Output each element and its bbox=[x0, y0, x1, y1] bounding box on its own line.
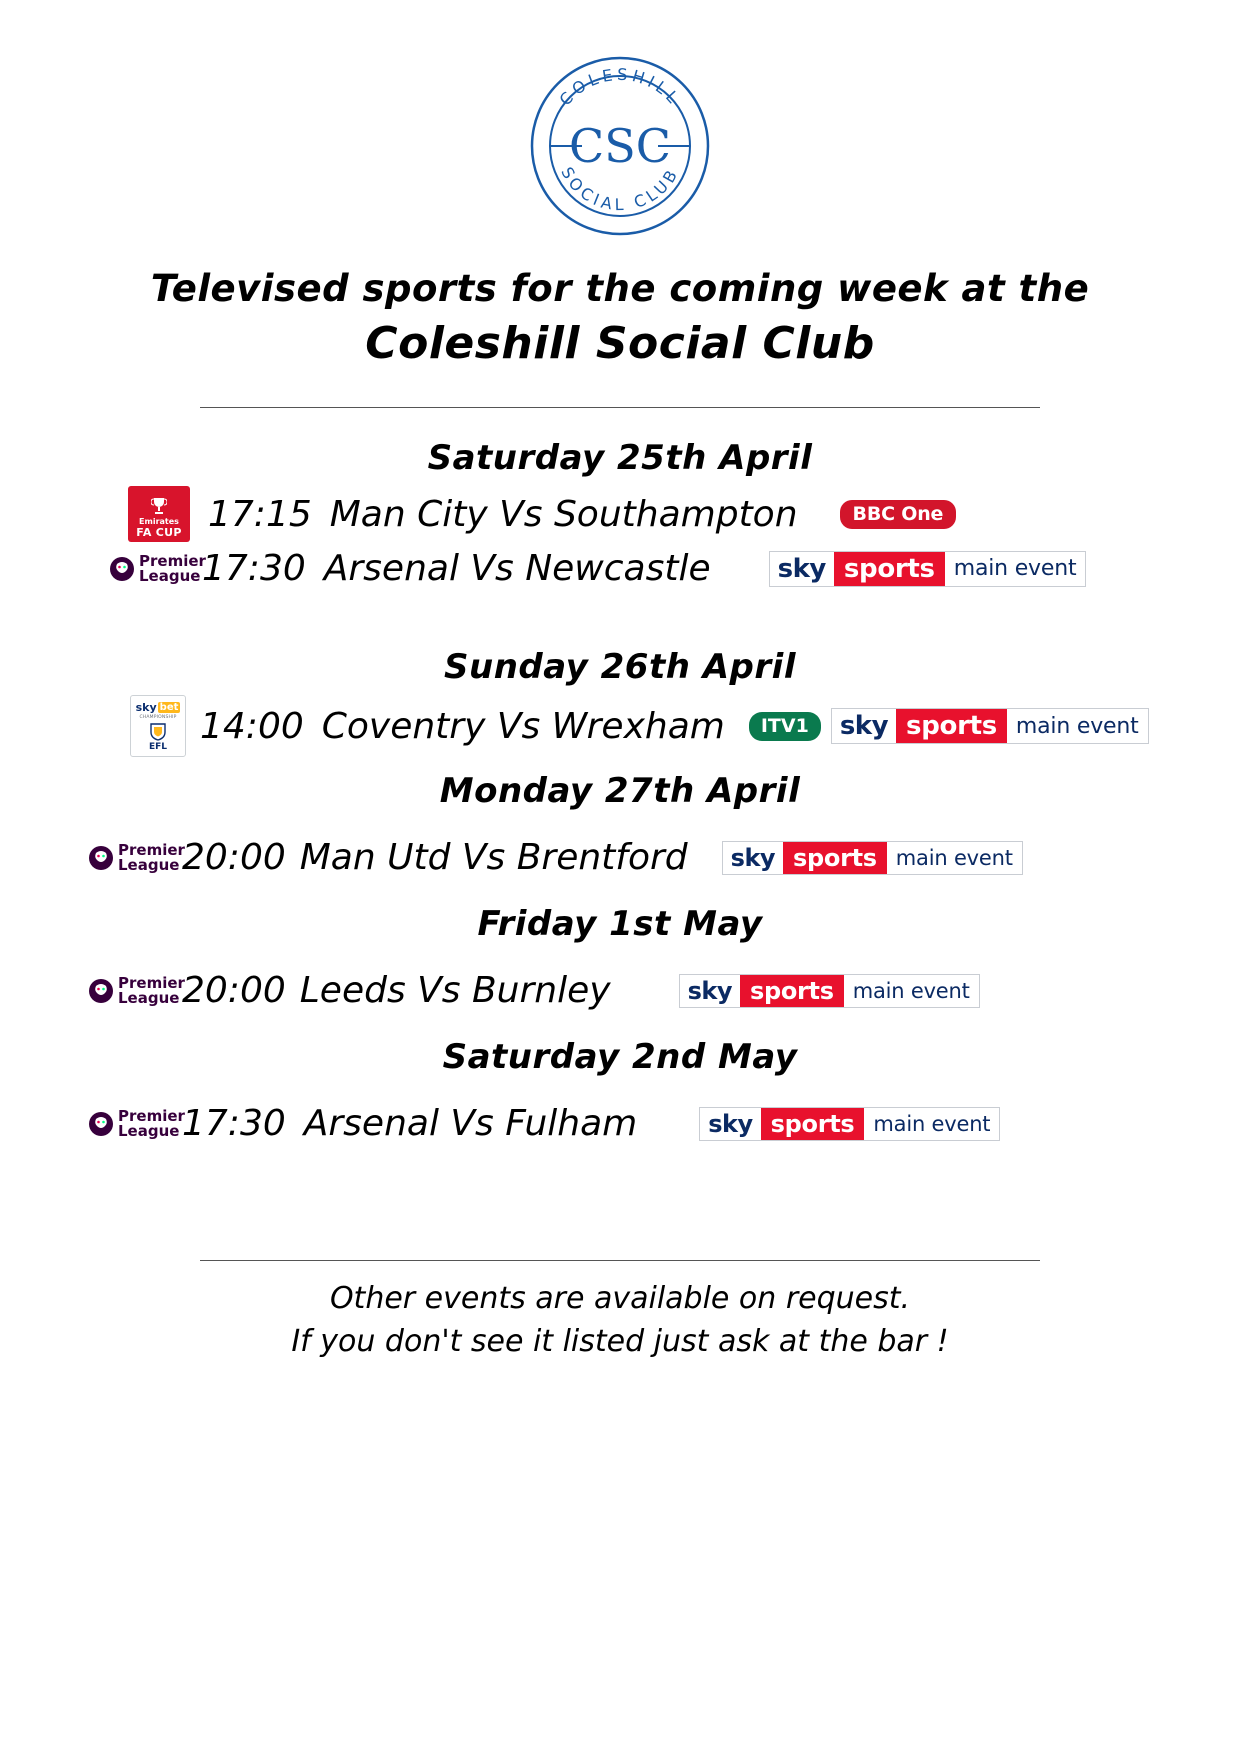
fixture-row bbox=[90, 695, 1150, 757]
fixture-row bbox=[90, 970, 1150, 1011]
divider-top bbox=[200, 407, 1040, 408]
fixture-row bbox=[90, 548, 1150, 589]
channel-logo-sky-sports-main-event bbox=[722, 841, 1023, 875]
fixture-list bbox=[90, 970, 1150, 1011]
channel-logo-sky-sports-main-event bbox=[769, 551, 1087, 587]
day-heading: Monday 27th April bbox=[439, 771, 801, 812]
fixture-time: 20:00 bbox=[182, 970, 286, 1012]
sky-word: sky bbox=[730, 843, 776, 872]
sports-word: sports bbox=[834, 552, 945, 586]
main-event-word: main event bbox=[873, 1111, 991, 1136]
competition-badge-efl-championship bbox=[118, 695, 198, 757]
day-heading: Friday 1st May bbox=[477, 904, 763, 945]
channel-list bbox=[699, 1107, 1000, 1141]
fixture-teams: Leeds Vs Burnley bbox=[299, 970, 611, 1012]
divider-bottom bbox=[200, 1260, 1040, 1261]
sky-bet-wordmark: sky bet bbox=[135, 700, 179, 714]
fa-cup-label: FA CUP bbox=[136, 525, 182, 539]
channel-logo-sky-sports-main-event bbox=[699, 1107, 1000, 1141]
premier-league-lion-icon bbox=[109, 555, 135, 583]
fixture-list bbox=[90, 486, 1150, 589]
page-title bbox=[90, 266, 1150, 371]
premier-league-lion-icon bbox=[88, 1110, 114, 1138]
headline-line-2: Coleshill Social Club bbox=[365, 318, 875, 370]
fixture-time: 14:00 bbox=[200, 705, 304, 747]
fixture-teams: Arsenal Vs Fulham bbox=[303, 1103, 638, 1145]
fa-cup-sponsor: Emirates bbox=[139, 517, 179, 527]
sports-word: sports bbox=[740, 975, 844, 1007]
premier-league-label: Premier League bbox=[118, 1106, 185, 1140]
sports-word: sports bbox=[783, 842, 887, 874]
footer-line-1: Other events are available on request. bbox=[329, 1281, 911, 1317]
trophy-icon bbox=[151, 496, 167, 516]
sky-word: sky bbox=[839, 711, 889, 742]
footer-note bbox=[90, 1279, 1150, 1362]
competition-badge-fa-cup bbox=[116, 486, 202, 542]
channel-list bbox=[679, 974, 980, 1008]
fixture-teams: Man Utd Vs Brentford bbox=[299, 837, 688, 879]
fixture-list bbox=[90, 695, 1150, 757]
sports-word: sports bbox=[896, 709, 1007, 743]
fixture-teams: Coventry Vs Wrexham bbox=[321, 705, 725, 747]
fixture-row bbox=[90, 837, 1150, 878]
channel-logo-itv1: ITV1 bbox=[749, 712, 821, 741]
sports-word: sports bbox=[761, 1108, 865, 1140]
channel-list bbox=[749, 708, 1149, 744]
premier-league-label: Premier League bbox=[118, 840, 185, 874]
channel-list bbox=[769, 551, 1087, 587]
day-heading: Saturday 2nd May bbox=[442, 1037, 798, 1078]
fixture-row bbox=[90, 1103, 1150, 1144]
championship-label: CHAMPIONSHIP bbox=[139, 714, 177, 720]
competition-badge-premier-league bbox=[90, 973, 185, 1007]
sky-word: sky bbox=[777, 553, 826, 584]
premier-league-label: Premier League bbox=[118, 973, 185, 1007]
competition-badge-premier-league bbox=[112, 551, 206, 585]
main-event-word: main event bbox=[953, 556, 1077, 582]
fixture-teams: Arsenal Vs Newcastle bbox=[323, 548, 711, 590]
fixture-list bbox=[90, 1103, 1150, 1144]
fixture-teams: Man City Vs Southampton bbox=[329, 493, 798, 535]
main-event-word: main event bbox=[1015, 713, 1139, 739]
sky-word: sky bbox=[687, 976, 732, 1005]
fixture-time: 20:00 bbox=[182, 837, 286, 879]
fixture-list bbox=[90, 837, 1150, 878]
svg-text:CSC: CSC bbox=[569, 119, 671, 173]
day-heading: Saturday 25th April bbox=[427, 438, 813, 479]
csc-crest-icon bbox=[526, 52, 714, 240]
channel-logo-bbc-one: BBC One bbox=[840, 500, 957, 529]
fixture-time: 17:30 bbox=[202, 548, 306, 590]
fixture-time: 17:30 bbox=[182, 1103, 286, 1145]
footer-line-2: If you don't see it listed just ask at the bar ! bbox=[291, 1323, 949, 1359]
main-event-word: main event bbox=[895, 845, 1013, 870]
main-event-word: main event bbox=[852, 978, 970, 1003]
channel-list bbox=[722, 841, 1023, 875]
premier-league-label: Premier League bbox=[139, 551, 206, 585]
channel-list bbox=[840, 500, 957, 529]
competition-badge-premier-league bbox=[90, 840, 185, 874]
channel-logo-sky-sports-main-event bbox=[831, 708, 1149, 744]
fixture-row bbox=[90, 486, 1150, 542]
channel-logo-sky-sports-main-event bbox=[679, 974, 980, 1008]
efl-label: EFL bbox=[148, 741, 168, 752]
fixture-time: 17:15 bbox=[208, 493, 312, 535]
efl-shield-icon bbox=[148, 721, 168, 741]
sky-word: sky bbox=[708, 1109, 753, 1138]
premier-league-lion-icon bbox=[88, 844, 114, 872]
svg-text:SOCIAL CLUB: SOCIAL CLUB bbox=[557, 163, 683, 215]
premier-league-lion-icon bbox=[88, 977, 114, 1005]
competition-badge-premier-league bbox=[90, 1106, 185, 1140]
day-heading: Sunday 26th April bbox=[444, 647, 796, 688]
svg-text:COLESHILL: COLESHILL bbox=[555, 64, 685, 110]
headline-line-1: Televised sports for the coming week at the bbox=[150, 267, 1090, 310]
club-logo bbox=[90, 0, 1150, 240]
